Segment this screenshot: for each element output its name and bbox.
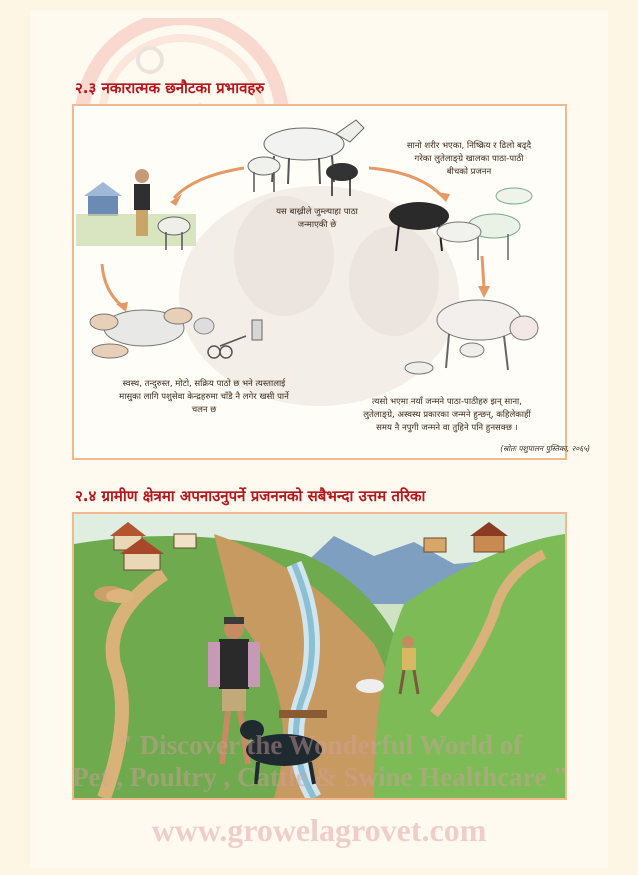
caption-inbreeding-line-1: सानो शरीर भएका, निष्क्रिय र ढिलो बढ्दै [406,141,532,151]
caption-consequences [332,396,562,435]
caption-castration [84,378,324,417]
caption-castration-line-1: स्वस्थ, तन्दुरुस्त, मोटो, सक्रिय पाठो छ भने त्यस्तालाई [122,379,286,389]
source-citation: (स्रोतः पशुपालन पुस्तिका, २०६५) [500,444,590,453]
caption-consequences-line-3: समय नै नपुगी जन्मने वा तुहिने पनि हुनसक्छ । [376,423,518,433]
caption-castration-line-2: मासुका लागि पशुसेवा केन्द्रहरुमा चाँडै नै लगेर खसी पार्ने [119,392,289,402]
watermark-slogan-line-1: " Discover the Wonderful World of [117,730,523,760]
caption-twins-line-1: यस बाख्रीले जुम्ल्याहा पाठा [276,207,358,217]
man-leading-goat [76,169,196,250]
watermark-slogan-line-2: Pet , Poultry , Cattle & Swine Healthcare " [72,762,568,792]
caption-castration-line-3: चलन छ [191,405,217,415]
caption-inbreeding [374,140,564,179]
caption-twins [242,206,392,232]
section-heading-negative-selection: २.३ नकारात्मक छनौटका प्रभावहरु [75,79,265,97]
arrow-down-right [482,256,484,288]
caption-consequences-line-1: त्यसो भएमा नयाँ जन्मने पाठा-पाठीहरु झन् साना, [372,397,522,407]
goat-with-twins [248,120,364,196]
caption-inbreeding-line-3: बीचको प्रजनन [446,167,492,177]
caption-twins-line-2: जन्माएकी छे [297,220,337,230]
arrow-to-castration [174,168,244,198]
negative-selection-illustration [72,104,567,460]
log-bridge [279,710,327,718]
arrow-down-left [102,264,122,306]
caption-inbreeding-line-2: गरेका लुतेलाङ्ग्रे खालका पाठा-पाठी [414,154,524,164]
watermark-website: www.growelagrovet.com [151,812,487,848]
caption-consequences-line-2: लुतेलाङ्ग्रे, अस्वस्थ प्रकारका जन्मने हुन्छन्, कहिलेकाहीं [363,410,531,420]
section-heading-best-breeding: २.४ ग्रामीण क्षेत्रमा अपनाउनुपर्ने प्रजननको सबैभन्दा उत्तम तरिका [75,487,426,505]
